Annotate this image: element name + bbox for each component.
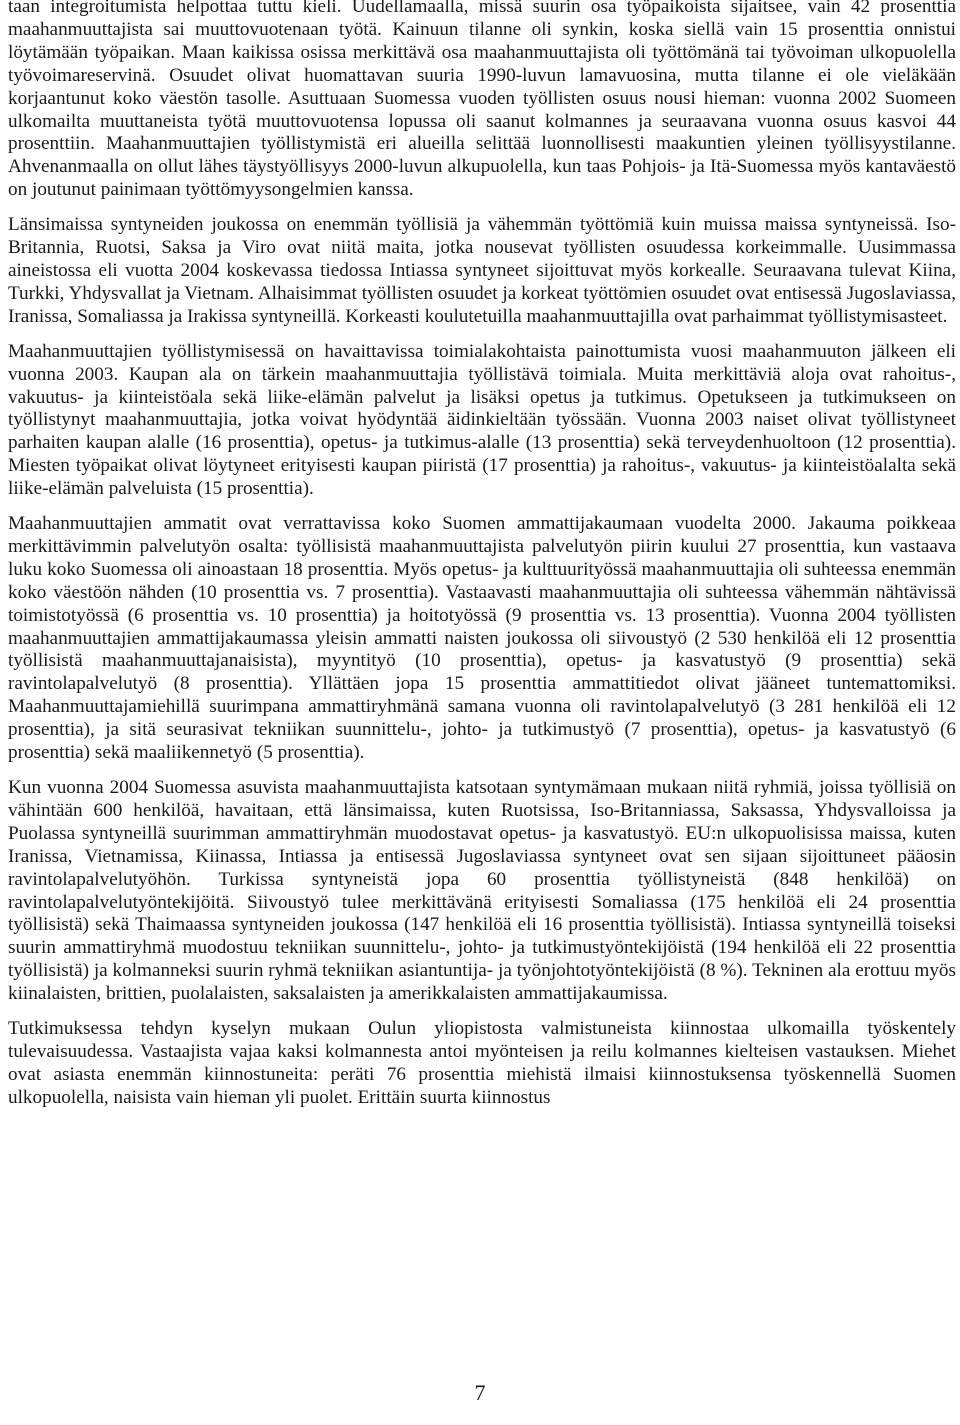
body-paragraph: taan integroitumista helpottaa tuttu kieli. Uudellamaalla, missä suurin osa työpaikoista sijaitsee, vain 42 prosenttia maahanmuuttajista sai muuttovuotenaan työtä. Kainuun tilanne oli synkin, koska siellä vain 15 prosenttia onnistui löytämään työpaikan. Maan kaikissa osissa merkittävä osa maahanmuuttajista oli työttömänä tai työvoiman ulkopuolella työvoimareservinä. Osuudet olivat huomattavan suuria 1990-luvun lamavuosina, mutta tilanne ei ole vieläkään korjaantunut koko väestön tasolle. Asuttuaan Suomessa vuoden työllisten osuus nousi hieman: vuonna 2002 Suomeen ulkomailta muuttaneista työtä muuttovuotensa lopussa oli saanut kolmannes ja seuraavana vuonna osuus kasvoi 44 prosenttiin. Maahanmuuttajien työllistymistä eri alueilla selittää luonnollisesti maakuntien yleinen työllisyystilanne. Ahvenanmaalla on ollut lähes täystyöllisyys 2000-luvun alkupuolella, kun taas Pohjois- ja Itä-Suomessa myös kantaväestö on joutunut painimaan työttömyysongelmien kanssa.	[8, 0, 956, 201]
body-paragraph: Maahanmuuttajien työllistymisessä on havaittavissa toimialakohtaista painottumista vuosi maahanmuuton jälkeen eli vuonna 2003. Kaupan ala on tärkein maahanmuuttajia työllistävä toimiala. Muita merkittäviä aloja ovat rahoitus-, vakuutus- ja kiinteistöala sekä liike-elämän palvelut ja lisäksi opetus ja tutkimus. Opetukseen ja tutkimukseen on työllistynyt maahanmuuttajia, jotka voivat hyödyntää äidinkieltään työssään. Vuonna 2003 naiset olivat työllistyneet parhaiten kaupan alalle (16 prosenttia), opetus- ja tutkimus-alalle (13 prosenttia) sekä terveydenhuoltoon (12 prosenttia). Miesten työpaikat olivat löytyneet erityisesti kaupan piiristä (17 prosenttia) ja rahoitus-, vakuutus- ja kiinteistöalalta sekä liike-elämän palveluista (15 prosenttia).	[8, 340, 956, 500]
body-paragraph: Tutkimuksessa tehdyn kyselyn mukaan Oulun yliopistosta valmistuneista kiinnostaa ulkomailla työskentely tulevaisuudessa. Vastaajista vajaa kaksi kolmannesta antoi myönteisen ja reilu kolmannes kielteisen vastauksen. Miehet ovat asiasta enemmän kiinnostuneita: peräti 76 prosenttia miehistä ilmaisi kiinnostuksensa työskennellä Suomen ulkopuolella, naisista vain hieman yli puolet. Erittäin suurta kiinnostus	[8, 1018, 956, 1108]
body-paragraph: Maahanmuuttajien ammatit ovat verrattavissa koko Suomen ammattijakaumaan vuodelta 2000. Jakauma poikkeaa merkittävimmin palvelutyön osalta: työllisistä maahanmuuttajista palvelutyön piirin kuului 27 prosenttia, kun vastaava luku koko Suomessa oli ainoastaan 18 prosenttia. Myös opetus- ja kulttuurityössä maahanmuuttajia oli suhteessa enemmän koko väestöön nähden (10 prosenttia vs. 7 prosenttia). Vastaavasti maahanmuuttajia oli suhteessa vähemmän nähtävissä toimistotyössä (6 prosenttia vs. 10 prosenttia) ja hoitotyössä (9 prosenttia vs. 13 prosenttia). Vuonna 2004 työllisten maahanmuuttajien ammattijakaumassa yleisin ammatti naisten joukossa oli siivoustyö (2 530 henkilöä eli 12 prosenttia työllisistä maahanmuuttajanaisista), myyntityö (10 prosenttia), opetus- ja kasvatustyö (9 prosenttia) sekä ravintolapalvelutyö (8 prosenttia). Yllättäen jopa 15 prosenttia ammattitiedot olivat jääneet tuntemattomiksi. Maahanmuuttajamiehillä suurimpana ammattiryhmänä samana vuonna oli ravintolapalvelutyö (3 281 henkilöä eli 12 prosenttia), ja sitä seurasivat tekniikan suunnittelu-, johto- ja tutkimustyö (7 prosenttia), opetus- ja kasvatustyö (6 prosenttia) sekä maaliikennetyö (5 prosenttia).	[8, 513, 956, 764]
body-paragraph: Länsimaissa syntyneiden joukossa on enemmän työllisiä ja vähemmän työttömiä kuin muissa maissa syntyneissä. Iso-Britannia, Ruotsi, Saksa ja Viro ovat niitä maita, jotka nousevat työllisten osuudessa korkeimmalle. Uusimmassa aineistossa eli vuotta 2004 koskevassa tiedossa Intiassa syntyneet sijoittuvat myös korkealle. Seuraavana tulevat Kiina, Turkki, Yhdysvallat ja Vietnam. Alhaisimmat työllisten osuudet ja korkeat työttömien osuudet ovat entisessä Jugoslaviassa, Iranissa, Somaliassa ja Irakissa syntyneillä. Korkeasti koulutetuilla maahanmuuttajilla ovat parhaimmat työllistymisasteet.	[8, 214, 956, 327]
body-paragraph: Kun vuonna 2004 Suomessa asuvista maahanmuuttajista katsotaan syntymämaan mukaan niitä ryhmiä, joissa työllisiä on vähintään 600 henkilöä, havaitaan, että länsimaissa, kuten Ruotsissa, Iso-Britanniassa, Saksassa, Yhdysvalloissa ja Puolassa syntyneillä suurimman ammattiryhmän muodostavat opetus- ja kasvatustyö. EU:n ulkopuolisissa maissa, kuten Iranissa, Vietnamissa, Kiinassa, Intiassa ja entisessä Jugoslaviassa syntyneet ovat sen sijaan sijoittuneet pääosin ravintolapalvelutyöhön. Turkissa syntyneistä jopa 60 prosenttia työllistyneistä (848 henkilöä) on ravintolapalvelutyöntekijöitä. Siivoustyö tulee merkittävänä erityisesti Somaliassa (175 henkilöä eli 24 prosenttia työllisistä) sekä Thaimaassa syntyneiden joukossa (147 henkilöä eli 16 prosenttia työllisistä). Intiassa syntyneillä toiseksi suurin ammattiryhmä muodostuu tekniikan suunnittelu-, johto- ja tutkimustyöntekijöistä (194 henkilöä eli 22 prosenttia työllisistä) ja kolmanneksi suurin ryhmä tekniikan asiantuntija- ja työnjohtotyöntekijöistä (8 %). Tekninen ala erottuu myös kiinalaisten, brittien, puolalaisten, saksalaisten ja amerikkalaisten ammattijakaumissa.	[8, 777, 956, 1005]
page-number: 7	[474, 1380, 486, 1405]
